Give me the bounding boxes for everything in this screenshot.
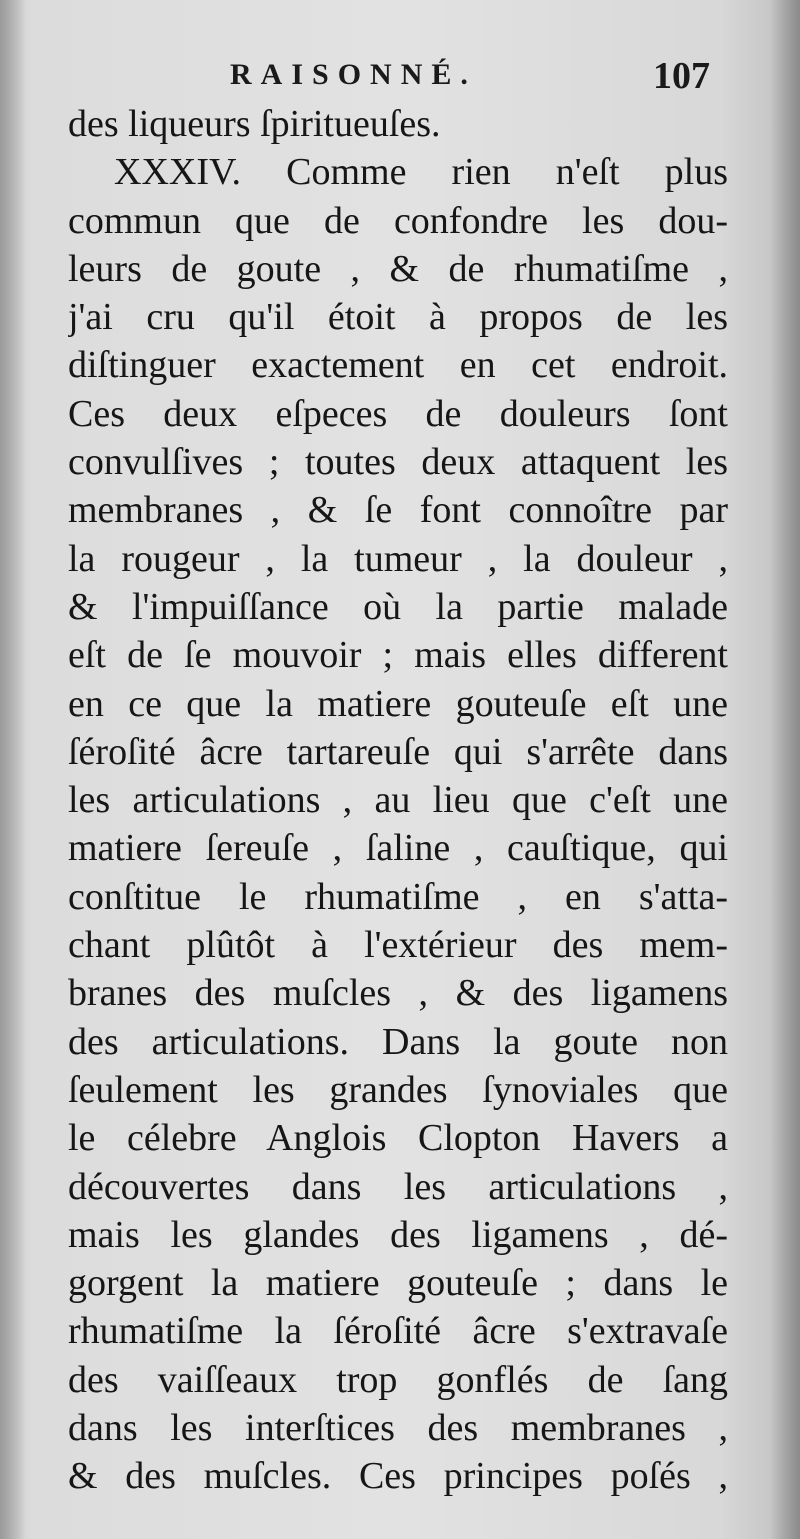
- text-line: découvertes dans les articulations ,: [68, 1165, 728, 1208]
- paragraph-start-line: XXXIV. Comme rien n'eſt plus: [114, 151, 728, 194]
- text-line: j'ai cru qu'il étoit à propos de les: [68, 296, 728, 339]
- text-line: la rougeur , la tumeur , la douleur ,: [68, 537, 728, 580]
- text-line: Ces deux eſpeces de douleurs ſont: [68, 392, 728, 435]
- body-text: [68, 100, 728, 1501]
- text-line: gorgent la matiere gouteuſe ; dans le: [68, 1262, 728, 1305]
- text-line: diſtinguer exactement en cet endroit.: [68, 344, 728, 387]
- text-line: branes des muſcles , & des ligamens: [68, 972, 728, 1015]
- text-line: eſt de ſe mouvoir ; mais elles different: [68, 634, 728, 677]
- binding-shadow: [0, 0, 26, 1539]
- text-line: rhumatiſme la ſéroſité âcre s'extravaſe: [68, 1310, 728, 1353]
- text-line: & l'impuiſſance où la partie malade: [68, 585, 728, 628]
- text-line: matiere ſereuſe , ſaline , cauſtique, qui: [68, 827, 728, 870]
- text-line: commun que de confondre les dou-: [68, 199, 728, 242]
- running-head: RAISONNÉ.: [230, 58, 477, 91]
- text-line: des articulations. Dans la goute non: [68, 1020, 728, 1063]
- text-line: & des muſcles. Ces principes poſés ,: [68, 1455, 728, 1498]
- text-line: leurs de goute , & de rhumatiſme ,: [68, 247, 728, 290]
- text-line: ſéroſité âcre tartareuſe qui s'arrête dans: [68, 730, 728, 773]
- text-line: ſeulement les grandes ſynoviales que: [68, 1068, 728, 1111]
- text-line: en ce que la matiere gouteuſe eſt une: [68, 682, 728, 725]
- text-line: des liqueurs ſpiritueuſes.: [68, 103, 441, 145]
- text-line: convulſives ; toutes deux attaquent les: [68, 441, 728, 484]
- text-line: chant plûtôt à l'extérieur des mem-: [68, 924, 728, 967]
- text-line: les articulations , au lieu que c'eſt une: [68, 779, 728, 822]
- page-edge-shadow: [770, 0, 800, 1539]
- text-line: conſtitue le rhumatiſme , en s'atta-: [68, 875, 728, 918]
- text-line: le célebre Anglois Clopton Havers a: [68, 1117, 728, 1160]
- text-line: des vaiſſeaux trop gonflés de ſang: [68, 1358, 728, 1401]
- page-number: 107: [653, 55, 710, 97]
- text-line: mais les glandes des ligamens , dé-: [68, 1213, 728, 1256]
- text-line: membranes , & ſe font connoître par: [68, 489, 728, 532]
- text-line: dans les interſtices des membranes ,: [68, 1407, 728, 1450]
